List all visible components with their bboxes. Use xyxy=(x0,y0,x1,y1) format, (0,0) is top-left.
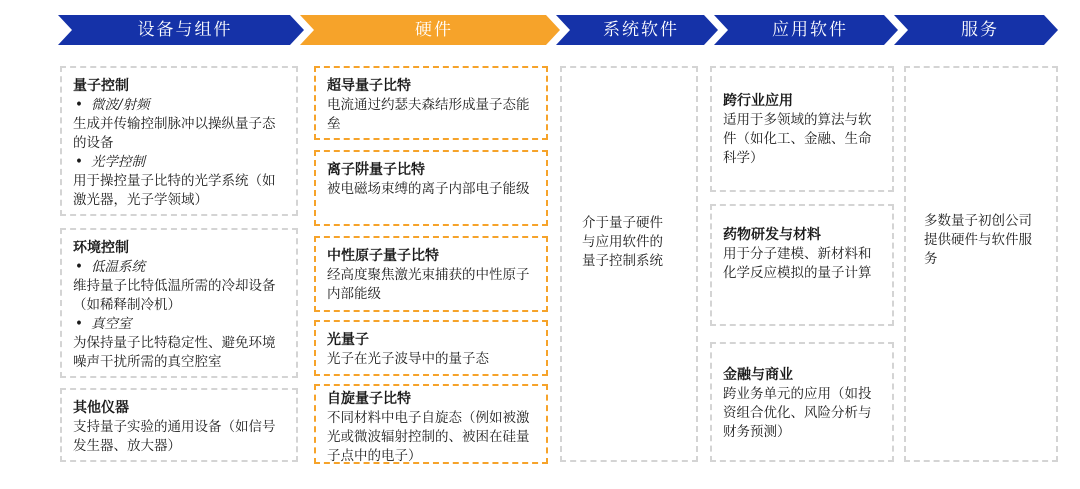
other-instruments-box xyxy=(60,388,298,462)
hardware-spin-box xyxy=(314,384,548,464)
quantum-control-box xyxy=(60,66,298,216)
app-drug-materials-box xyxy=(710,204,894,326)
quantum-control-title: 量子控制 xyxy=(73,78,129,94)
hardware-ion-trap-box xyxy=(314,150,548,226)
microwave-rf-desc: 生成并传输控制脉冲以操纵量子态的设备 xyxy=(73,116,276,151)
other-instruments-desc: 支持量子实验的通用设备（如信号发生器、放大器） xyxy=(73,419,276,454)
column-label-hardware: 硬件 xyxy=(415,20,453,40)
hardware-neutral-atom-desc: 经高度聚焦激光束捕获的中性原子内部能级 xyxy=(327,267,530,302)
vacuum-desc: 为保持量子比特稳定性、避免环境噪声干扰所需的真空腔室 xyxy=(73,335,276,370)
cryogenic-bullet: • 低温系统 xyxy=(73,258,285,277)
services-desc: 多数量子初创公司提供硬件与软件服务 xyxy=(924,213,1032,267)
app-finance-business-box xyxy=(710,342,894,462)
app-cross-industry-box xyxy=(710,66,894,192)
hardware-ion-trap-title: 离子阱量子比特 xyxy=(327,162,425,178)
hardware-photonic-box xyxy=(314,320,548,376)
column-label-devices: 设备与组件 xyxy=(137,20,233,40)
other-instruments-title: 其他仪器 xyxy=(73,400,129,416)
hardware-neutral-atom-box xyxy=(314,236,548,312)
microwave-rf-bullet: • 微波/射频 xyxy=(73,96,285,115)
hardware-neutral-atom-title: 中性原子量子比特 xyxy=(327,248,439,264)
app-finance-business-desc: 跨业务单元的应用（如投资组合优化、风险分析与财务预测） xyxy=(723,386,872,440)
app-cross-industry-title: 跨行业应用 xyxy=(723,93,793,109)
hardware-superconducting-box xyxy=(314,66,548,140)
hardware-superconducting-title: 超导量子比特 xyxy=(327,78,411,94)
app-drug-materials-title: 药物研发与材料 xyxy=(723,227,821,243)
app-drug-materials-desc: 用于分子建模、新材料和化学反应模拟的量子计算 xyxy=(723,246,872,281)
services-box xyxy=(904,66,1058,462)
optical-control-desc: 用于操控量子比特的光学系统（如激光器，光子学领域） xyxy=(73,173,276,208)
vacuum-bullet: • 真空室 xyxy=(73,315,285,334)
hardware-photonic-title: 光量子 xyxy=(327,332,369,348)
environment-control-title: 环境控制 xyxy=(73,240,129,256)
hardware-photonic-desc: 光子在光子波导中的量子态 xyxy=(327,351,489,367)
environment-control-box xyxy=(60,228,298,378)
cryogenic-desc: 维持量子比特低温所需的冷却设备（如稀释制冷机） xyxy=(73,278,276,313)
column-label-services: 服务 xyxy=(961,20,999,40)
app-finance-business-title: 金融与商业 xyxy=(723,367,793,383)
column-label-system-software: 系统软件 xyxy=(603,20,679,40)
hardware-spin-title: 自旋量子比特 xyxy=(327,391,411,407)
hardware-ion-trap-desc: 被电磁场束缚的离子内部电子能级 xyxy=(327,181,530,197)
system-software-desc: 介于量子硬件与应用软件的量子控制系统 xyxy=(582,215,663,269)
hardware-spin-desc: 不同材料中电子自旋态（例如被激光或微波辐射控制的、被困在硅量子点中的电子） xyxy=(327,410,530,464)
column-label-application-software: 应用软件 xyxy=(772,20,848,40)
app-cross-industry-desc: 适用于多领域的算法与软件（如化工、金融、生命科学） xyxy=(723,112,872,166)
hardware-superconducting-desc: 电流通过约瑟夫森结形成量子态能垒 xyxy=(327,97,530,132)
system-software-box xyxy=(560,66,698,462)
optical-control-bullet: • 光学控制 xyxy=(73,153,285,172)
